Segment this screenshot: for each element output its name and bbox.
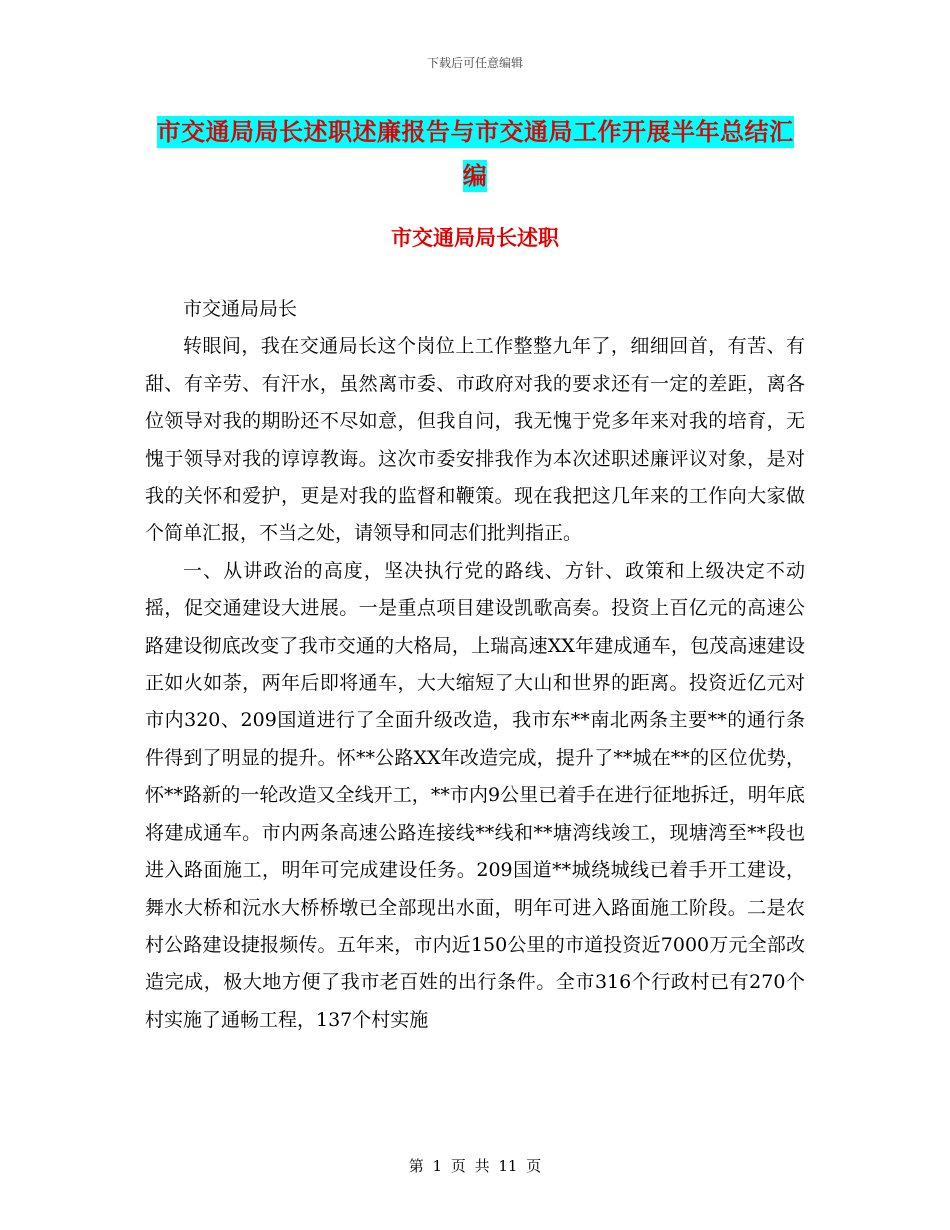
document-title-text: 市交通局局长述职述廉报告与市交通局工作开展半年总结汇编 <box>156 118 794 190</box>
document-title <box>145 110 805 198</box>
page-number-footer: 第 1 页 共 11 页 <box>408 1157 542 1175</box>
paragraph-addressee: 市交通局局长 <box>183 298 298 320</box>
paragraph-intro: 转眼间，我在交通局长这个岗位上工作整整九年了，细细回首，有苦、有甜、有辛劳、有汗水，虽然离市委、市政府对我的要求还有一定的差距，离各位领导对我的期盼还不尽如意，但我自问，我无愧于党多年来对我的培育，无愧于领导对我的谆谆教诲。这次市委安排我作为本次述职述廉评议对象，是对我的关怀和爱护，更是对我的监督和鞭策。现在我把这几年来的工作向大家做个简单汇报，不当之处，请领导和同志们批判指正。 <box>145 335 805 545</box>
section-title: 市交通局局长述职 <box>391 226 559 250</box>
paragraph-section-one: 一、从讲政治的高度，坚决执行党的路线、方针、政策和上级决定不动摇，促交通建设大进展。一是重点项目建设凯歌高奏。投资上百亿元的高速公路建设彻底改变了我市交通的大格局，上瑞高速XX年建成通车，包茂高速建设正如火如荼，两年后即将通车，大大缩短了大山和世界的距离。投资近亿元对市内320、209国道进行了全面升级改造，我市东**南北两条主要**的通行条件得到了明显的提升。怀**公路XX年改造完成，提升了**城在**的区位优势，怀**路新的一轮改造又全线开工，**市内9公里已着手在进行征地拆迁，明年底将建成通车。市内两条高速公路连接线**线和**塘湾线竣工，现塘湾至**段也进入路面施工，明年可完成建设任务。209国道**城绕城线已着手开工建设，舞水大桥和沅水大桥桥墩已全部现出水面，明年可进入路面施工阶段。二是农村公路建设捷报频传。五年来，市内近150公里的市道投资近7000万元全部改造完成，极大地方便了我市老百姓的出行条件。全市316个行政村已有270个村实施了通畅工程，137个村实施 <box>145 559 805 1031</box>
page-header-note: 下载后可任意编辑 <box>426 56 523 70</box>
document-body <box>145 291 805 1039</box>
